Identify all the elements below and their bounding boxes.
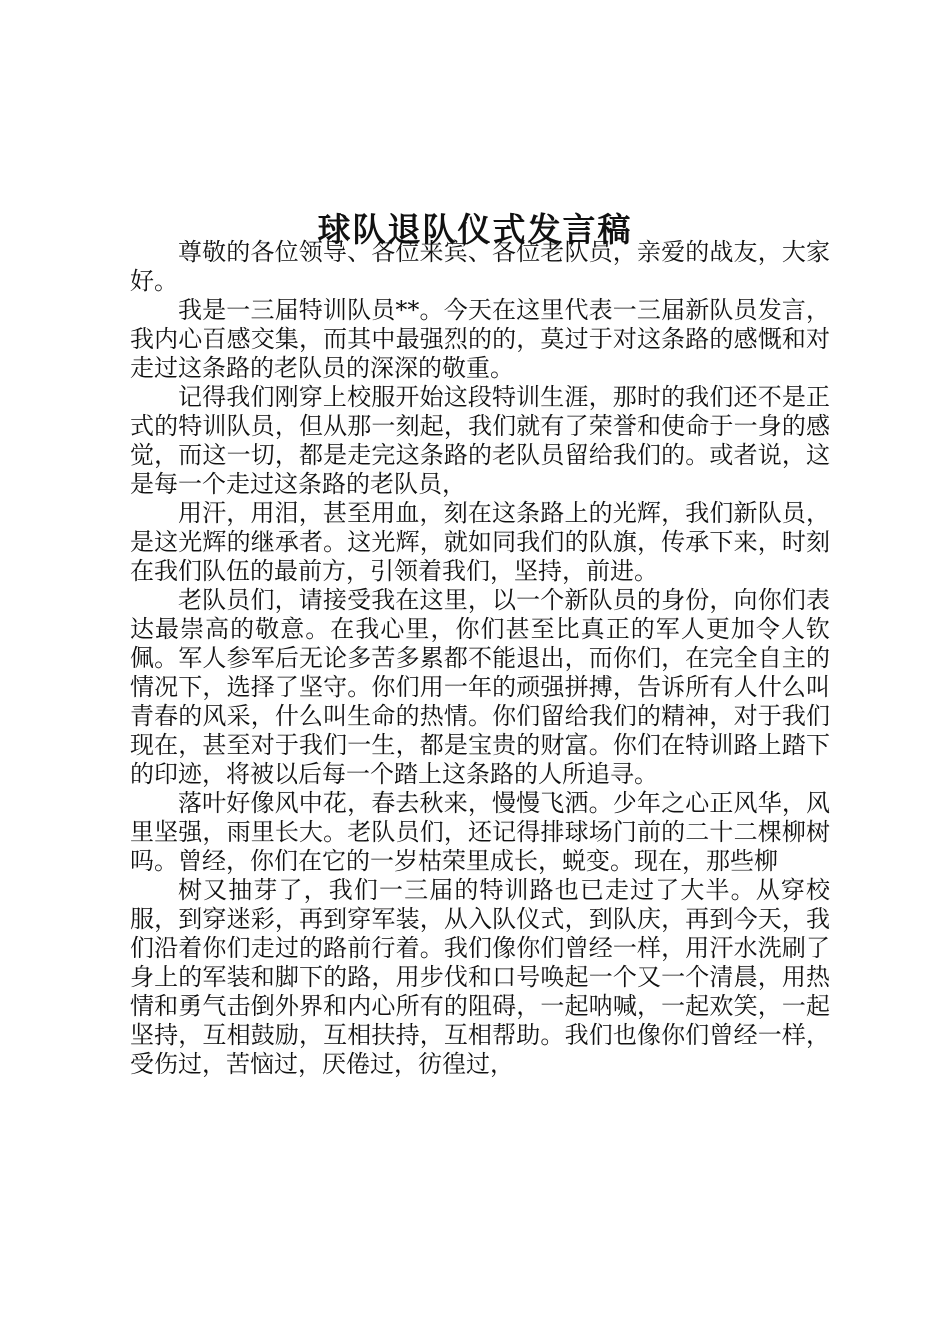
paragraph-greeting: 尊敬的各位领导、各位来宾、各位老队员，亲爱的战友，大家好。 [130, 238, 830, 295]
paragraph-legacy: 用汗，用泪，甚至用血，刻在这条路上的光辉，我们新队员，是这光辉的继承者。这光辉，就如同我们的队旗，传承下来，时刻在我们队伍的最前方，引领着我们，坚持，前进。 [130, 499, 830, 585]
paragraph-journey: 树又抽芽了，我们一三届的特训路也已走过了大半。从穿校服，到穿迷彩，再到穿军装，从入队仪式，到队庆，再到今天，我们沿着你们走过的路前行着。我们像你们曾经一样，用汗水洗刷了身上的军装和脚下的路，用步伐和口号唤起一个又一个清晨，用热情和勇气击倒外界和内心所有的阻碍，一起呐喊，一起欢笑，一起坚持，互相鼓励，互相扶持，互相帮助。我们也像你们曾经一样，受伤过，苦恼过，厌倦过，彷徨过， [130, 876, 830, 1078]
paragraph-memory: 记得我们刚穿上校服开始这段特训生涯，那时的我们还不是正式的特训队员，但从那一刻起，我们就有了荣誉和使命于一身的感觉，而这一切，都是走完这条路的老队员留给我们的。或者说，这是每一个走过这条路的老队员， [130, 383, 830, 498]
paragraph-willows: 落叶好像风中花，春去秋来，慢慢飞洒。少年之心正风华，风里坚强，雨里长大。老队员们，还记得排球场门前的二十二棵柳树吗。曾经，你们在它的一岁枯荣里成长，蜕变。现在，那些柳 [130, 789, 830, 875]
paragraph-introduction: 我是一三届特训队员**。今天在这里代表一三届新队员发言，我内心百感交集，而其中最强烈的的，莫过于对这条路的感慨和对走过这条路的老队员的深深的敬重。 [130, 296, 830, 382]
document-title: 球队退队仪式发言稿 [317, 210, 633, 250]
paragraph-tribute: 老队员们，请接受我在这里，以一个新队员的身份，向你们表达最崇高的敬意。在我心里，你们甚至比真正的军人更加令人钦佩。军人参军后无论多苦多累都不能退出，而你们，在完全自主的情况下，选择了坚守。你们用一年的顽强拼搏，告诉所有人什么叫青春的风采，什么叫生命的热情。你们留给我们的精神，对于我们现在，甚至对于我们一生，都是宝贵的财富。你们在特训路上踏下的印迹，将被以后每一个踏上这条路的人所追寻。 [130, 586, 830, 788]
document-body [130, 238, 830, 1079]
